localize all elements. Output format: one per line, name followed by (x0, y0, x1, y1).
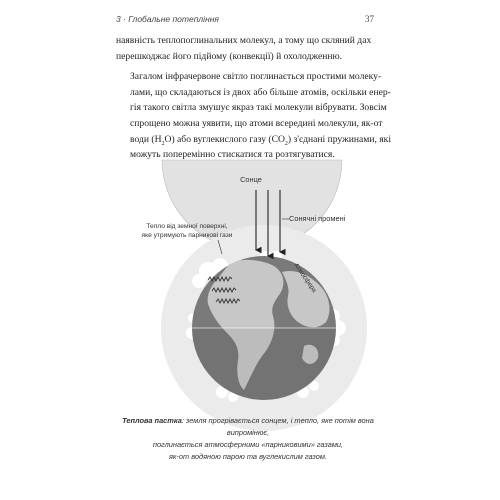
chapter-title: 3 · Глобальне потепління (116, 14, 219, 24)
text-line: перешкоджає його підйому (конвекції) й охолодженню. (116, 50, 343, 62)
text-line: спрощено можна уявити, що атоми всередині молекули, як-от (130, 117, 383, 129)
text-line: гія такого світла змушує якраз такі молекули вібрувати. Зовсім (130, 102, 387, 114)
heat-label-line: Тепло від земної поверхні, (146, 223, 228, 230)
atmosphere-label: Атмосфера (292, 262, 318, 294)
heat-label (132, 222, 242, 240)
figure-caption (112, 415, 384, 463)
text-line: наявність теплопоглинальних молекул, а тому що скляний дах (116, 35, 372, 46)
caption-bold: Теплова пастка (122, 416, 182, 425)
page-number: 37 (365, 14, 374, 24)
text-line-formula: води $(H_2O)$ або вуглекислого газу $(CO_2)$ з'єднані пружинами, які (130, 133, 391, 147)
caption-line: Теплова пастка: земля прогрівається сонцем, і тепло, яке потім вона випромінює, (122, 416, 374, 437)
sun-rays-label: Сонячні промені (289, 214, 346, 223)
caption-line: як-от водяною парою та вуглекислим газом. (168, 452, 328, 461)
text-line: лами, що складаються із двох або більше атомів, оскільки енер- (130, 86, 391, 98)
text-line: можуть поперемінно стискатися та розтягуватися. (130, 149, 335, 161)
caption-line: поглинається атмосферними «парниковими» газами, (152, 440, 344, 449)
heat-label-line: яке утримують парникові гази (141, 232, 233, 239)
text-line: Загалом інфрачервоне світло поглинається простими молеку- (130, 71, 382, 83)
sun-label: Сонце (240, 175, 262, 184)
